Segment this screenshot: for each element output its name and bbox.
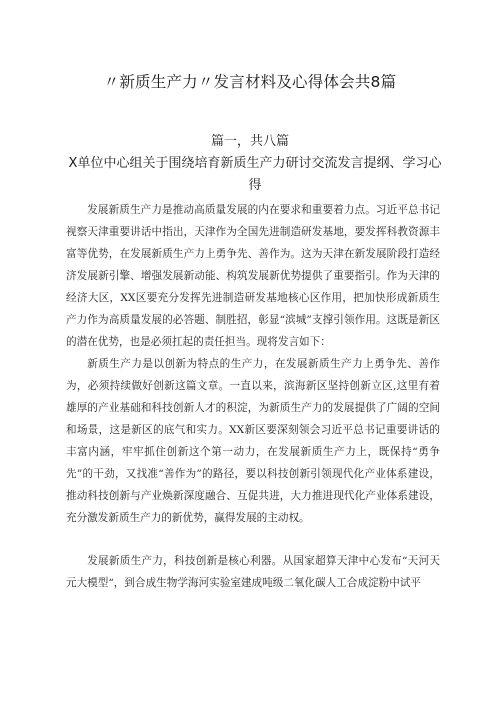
article-body (66, 199, 440, 594)
body-paragraph: 新质生产力是以创新为特点的生产力，在发展新质生产力上勇争先、善作为，必须持续做好创新这篇文章。一直以来，滨海新区坚持创新立区,这里有着雄厚的产业基础和科技创新人才的积淀，为新质生产力的发展提供了广阔的空间和场景，这是新区的底气和实力。XX新区要深刻领会习近平总书记重要讲话的丰富内涵，牢牢抓住创新这个第一动力，在发展新质生产力上，既保持“勇争先”的干劲，又找准“善作为”的路径，要以科技创新引领现代化产业体系建设，推动科技创新与产业焕新深度融合、互促共进，大力推进现代化产业体系建设，充分激发新质生产力的新优势，赢得发展的主动权。 (66, 358, 440, 524)
article-title: X单位中心组关于围绕培育新质生产力研讨交流发言提纲、学习心得 (68, 156, 442, 193)
section-heading: 篇一，共八篇 (210, 134, 289, 149)
document-title: 〃新质生产力〃发言材料及心得体会共8篇 (103, 73, 397, 91)
body-paragraph: 发展新质生产力，科技创新是核心利器。从国家超算天津中心发布“天河天元大模型“，到合成生物学海河实验室建成吨级二氧化碳人工合成淀粉中试平 (66, 555, 440, 589)
body-paragraph: 发展新质生产力是推动高质量发展的内在要求和重要着力点。习近平总书记视察天津重要讲话中指出，天津作为全国先进制造研发基地，要发挥科教资源丰富等优势，在发展新质生产力上勇争先、善作为。这为天津在新发展阶段打造经济发展新引擎、增强发展新动能、构筑发展新优势提供了重要指引。作为天津的经济大区，XX区要充分发挥先进制造研发基地核心区作用，把加快形成新质生产力作为高质量发展的必答题、制胜招，彰显“滨城”支撑引领作用。这既是新区的潜在优势，也是必须扛起的责任担当。现将发言如下： (66, 204, 440, 348)
